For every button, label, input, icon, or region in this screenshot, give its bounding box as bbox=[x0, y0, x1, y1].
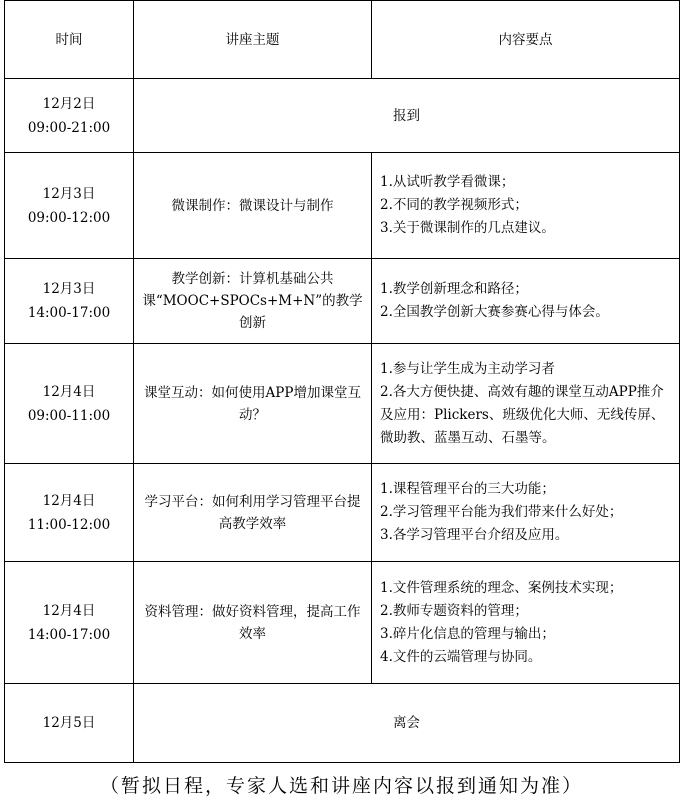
topic-cell: 学习平台：如何利用学习管理平台提高教学效率 bbox=[134, 464, 372, 562]
date-text: 12月3日 bbox=[42, 281, 96, 297]
time-text: 09:00-21:00 bbox=[27, 119, 111, 136]
point-item: 3.各学习管理平台介绍及应用。 bbox=[380, 527, 569, 543]
date-text: 12月4日 bbox=[42, 383, 96, 400]
date-cell bbox=[5, 464, 134, 562]
point-item: 1.文件管理系统的理念、案例技术实现； bbox=[380, 579, 623, 596]
header-points: 内容要点 bbox=[372, 1, 680, 79]
topic-cell: 课堂互动：如何使用APP增加课堂互动？ bbox=[134, 344, 372, 464]
time-text: 11:00-12:00 bbox=[27, 516, 111, 533]
point-item: 3.关于微课制作的几点建议。 bbox=[380, 220, 555, 236]
time-text: 09:00-11:00 bbox=[27, 407, 111, 424]
point-item: 4.文件的云端管理与协同。 bbox=[380, 648, 542, 665]
point-item: 1.课程管理平台的三大功能； bbox=[380, 481, 555, 497]
points-cell bbox=[372, 153, 680, 259]
point-item: 1.从试听教学看微课； bbox=[380, 174, 515, 190]
points-cell bbox=[372, 464, 680, 562]
point-item: 2.教师专题资料的管理； bbox=[380, 602, 528, 619]
date-cell bbox=[5, 79, 134, 153]
points-cell bbox=[372, 259, 680, 344]
date-text: 12月3日 bbox=[42, 185, 96, 202]
table-row bbox=[5, 684, 680, 763]
table-row bbox=[5, 464, 680, 562]
table-row bbox=[5, 562, 680, 684]
table-row bbox=[5, 153, 680, 259]
topic-cell: 微课制作：微课设计与制作 bbox=[134, 153, 372, 259]
date-cell bbox=[5, 344, 134, 464]
date-text: 12月4日 bbox=[42, 602, 96, 619]
merged-cell: 报到 bbox=[134, 79, 680, 153]
time-text: 14:00-17:00 bbox=[27, 626, 111, 643]
point-item: 1.参与让学生成为主动学习者 bbox=[380, 360, 555, 377]
schedule-table bbox=[4, 0, 680, 763]
table-row bbox=[5, 259, 680, 344]
date-cell bbox=[5, 562, 134, 684]
table-row bbox=[5, 344, 680, 464]
points-cell bbox=[372, 344, 680, 464]
point-item: 2.学习管理平台能为我们带来什么好处； bbox=[380, 504, 623, 520]
time-text: 09:00-12:00 bbox=[27, 209, 111, 226]
point-item: 3.碎片化信息的管理与输出； bbox=[380, 625, 555, 642]
date-text: 12月2日 bbox=[42, 95, 96, 112]
points-cell bbox=[372, 562, 680, 684]
point-item: 2.不同的教学视频形式； bbox=[380, 197, 528, 213]
date-cell bbox=[5, 259, 134, 344]
time-text: 14:00-17:00 bbox=[27, 305, 111, 321]
date-text: 12月5日 bbox=[42, 715, 96, 731]
point-item: 2.全国教学创新大赛参赛心得与体会。 bbox=[380, 304, 609, 320]
point-item: 2.各大方便快捷、高效有趣的课堂互动APP推介及应用：Plickers、班级优化大师、无线传屏、微助教、蓝墨互动、石墨等。 bbox=[380, 383, 665, 446]
point-item: 1.教学创新理念和路径； bbox=[380, 281, 528, 297]
table-row bbox=[5, 79, 680, 153]
header-time: 时间 bbox=[5, 1, 134, 79]
topic-cell: 资料管理：做好资料管理，提高工作效率 bbox=[134, 562, 372, 684]
header-row bbox=[5, 1, 680, 79]
date-cell bbox=[5, 153, 134, 259]
footnote: （暂拟日程，专家人选和讲座内容以报到通知为准） bbox=[99, 775, 583, 797]
merged-cell: 离会 bbox=[134, 684, 680, 763]
date-cell bbox=[5, 684, 134, 763]
date-text: 12月4日 bbox=[42, 492, 96, 509]
header-topic: 讲座主题 bbox=[134, 1, 372, 79]
topic-cell: 教学创新：计算机基础公共课“MOOC+SPOCs+M+N”的教学创新 bbox=[134, 259, 372, 344]
